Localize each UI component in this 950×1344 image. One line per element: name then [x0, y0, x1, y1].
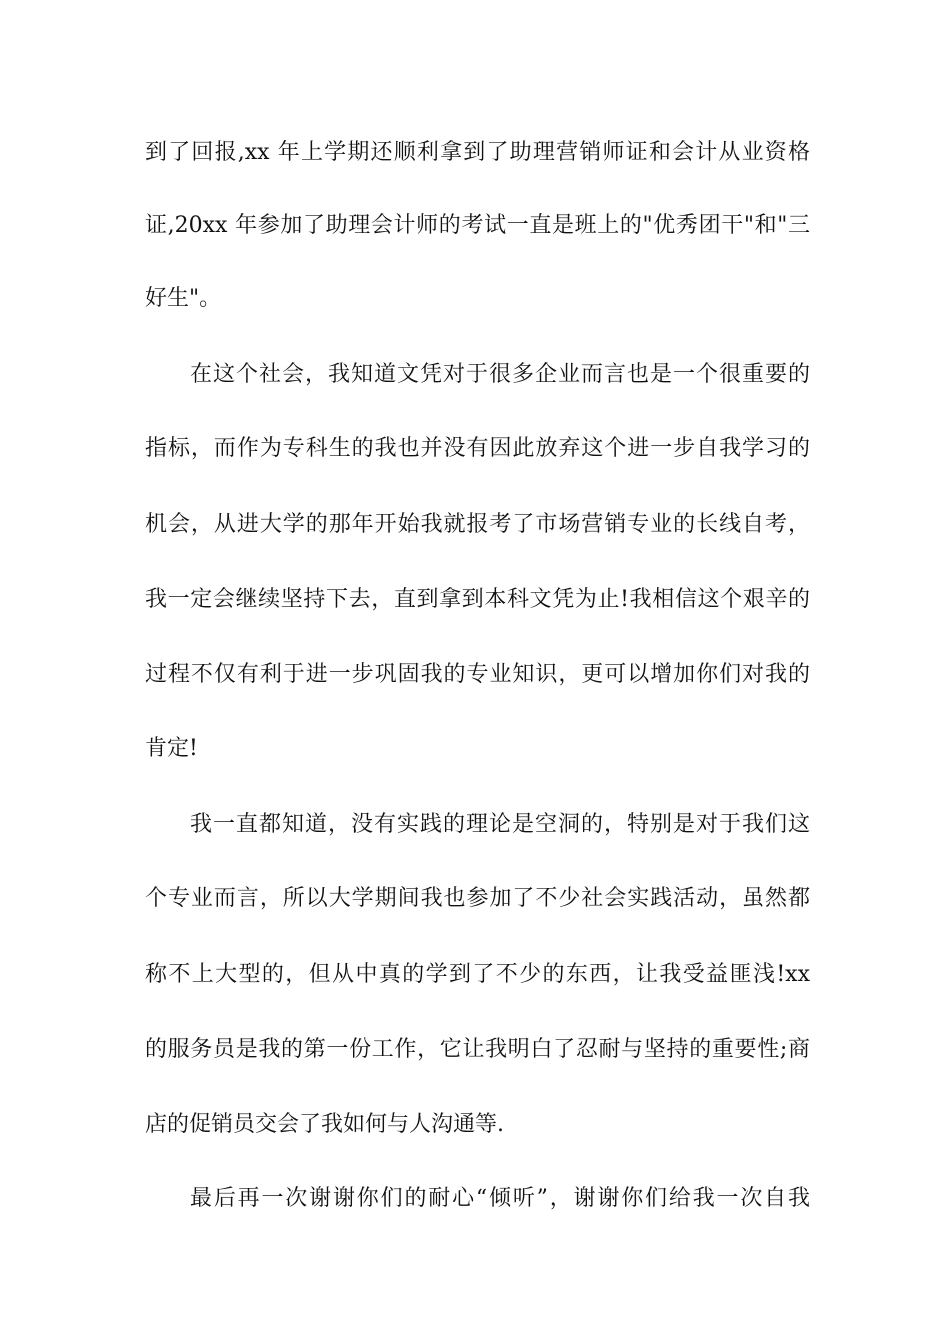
paragraph-1-line-2: 证,20xx 年参加了助理会计师的考试一直是班上的"优秀团干"和"三	[145, 213, 810, 238]
paragraph-2-line-4: 我一定会继续坚持下去，直到拿到本科文凭为止!我相信这个艰辛的	[145, 587, 810, 612]
paragraph-3-line-3: 称不上大型的，但从中真的学到了不少的东西，让我受益匪浅!xx	[145, 962, 810, 987]
paragraph-2-line-3: 机会，从进大学的那年开始我就报考了市场营销专业的长线自考，	[145, 512, 810, 537]
paragraph-3-line-1: 我一直都知道，没有实践的理论是空洞的，特别是对于我们这	[190, 812, 810, 837]
paragraph-2-line-1: 在这个社会，我知道文凭对于很多企业而言也是一个很重要的	[190, 362, 810, 387]
paragraph-4-line-1: 最后再一次谢谢你们的耐心“倾听”，谢谢你们给我一次自我	[190, 1186, 810, 1211]
paragraph-3-line-2: 个专业而言，所以大学期间我也参加了不少社会实践活动，虽然都	[145, 886, 810, 911]
paragraph-2-line-6: 肯定!	[145, 736, 198, 761]
paragraph-3-line-4: 的服务员是我的第一份工作，它让我明白了忍耐与坚持的重要性;商	[145, 1037, 810, 1062]
paragraph-2-line-2: 指标，而作为专科生的我也并没有因此放弃这个进一步自我学习的	[145, 436, 810, 461]
paragraph-1-line-3: 好生"。	[145, 286, 222, 311]
paragraph-1-line-1: 到了回报,xx 年上学期还顺利拿到了助理营销师证和会计从业资格	[145, 140, 810, 165]
paragraph-2-line-5: 过程不仅有利于进一步巩固我的专业知识，更可以增加你们对我的	[145, 662, 810, 687]
paragraph-3-line-5: 店的促销员交会了我如何与人沟通等.	[145, 1112, 504, 1137]
